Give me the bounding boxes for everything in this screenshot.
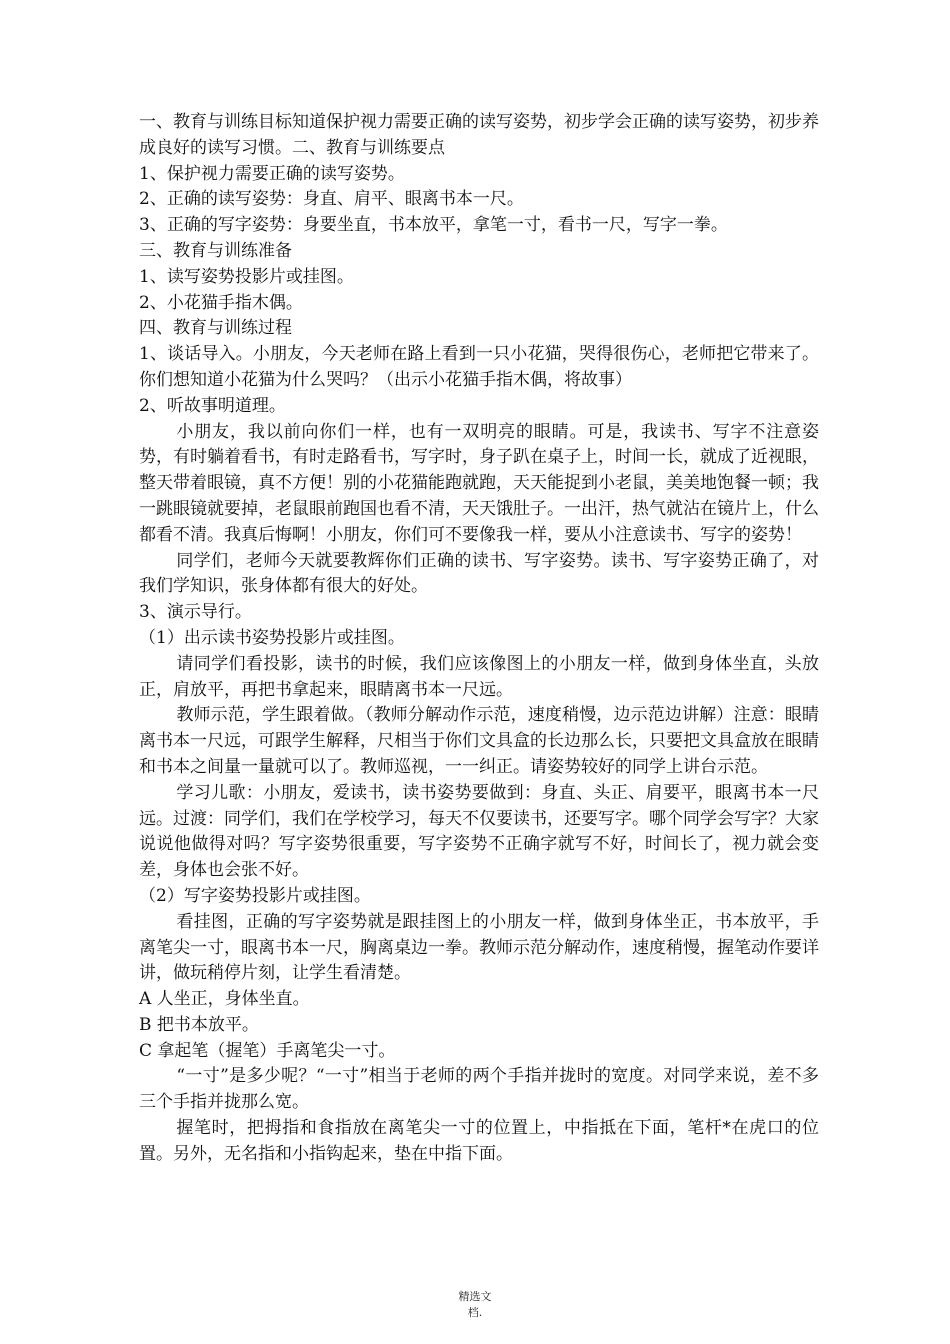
paragraph-point-1: 1、保护视力需要正确的读写姿势。: [139, 163, 405, 184]
paragraph-one-cun: “一寸”是多少呢？“一寸”相当于老师的两个手指并拢时的宽度。对同学来说，差不多三个手指并拢那么宽。: [139, 1066, 819, 1113]
paragraph-teacher: 同学们，老师今天就要教辉你们正确的读书、写字姿势。读书、写字姿势正确了，对我们学知识，张身体都有很大的好处。: [139, 550, 819, 597]
paragraph-point-3: 3、正确的写字姿势：身要坐直，书本放平，拿笔一寸，看书一尺，写字一拳。: [139, 215, 728, 236]
paragraph-reading-instructions: 请同学们看投影，读书的时候，我们应该像图上的小朋友一样，做到身体坐直，头放正，肩放平，再把书拿起来，眼睛离书本一尺远。: [139, 653, 819, 700]
paragraph-point-2: 2、正确的读写姿势：身直、肩平、眼离书本一尺。: [139, 189, 524, 210]
paragraph-reading-posture: （1）出示读书姿势投影片或挂图。: [139, 627, 405, 648]
paragraph-teacher-demo: 教师示范，学生跟着做。（教师分解动作示范，速度稍慢，边示范边讲解）注意：眼睛离书本一尺远，可跟学生解释，尺相当于你们文具盒的长边那么长，只要把文具盒放在眼睛和书本之间量一量就可以了。教师巡视，一一纠正。请姿势较好的同学上讲台示范。: [139, 705, 819, 777]
paragraph-prep-2: 2、小花猫手指木偶。: [139, 292, 303, 313]
paragraph-intro: 1、谈话导入。小朋友，今天老师在路上看到一只小花猫，哭得很伤心，老师把它带来了。你们想知道小花猫为什么哭吗？（出示小花猫手指木偶，将故事）: [139, 344, 819, 390]
paragraph-rhyme: 学习儿歌：小朋友，爱读书，读书姿势要做到：身直、头正、肩要平，眼离书本一尺远。过渡：同学们，我们在学校学习，每天不仅要读书，还要写字。哪个同学会写字？大家说说他做得对吗？写字姿势很重要，写字姿势不正确字就写不好，时间长了，视力就会变差，身体也会张不好。: [139, 782, 819, 881]
paragraph-goals: 一、教育与训练目标知道保护视力需要正确的读写姿势，初步学会正确的读写姿势，初步养成良好的读写习惯。二、教育与训练要点: [139, 112, 819, 158]
paragraph-story-heading: 2、听故事明道理。: [139, 395, 286, 416]
paragraph-grip: 握笔时，把拇指和食指放在离笔尖一寸的位置上，中指抵在下面，笔杆*在虎口的位置。另外，无名指和小指钩起来，垫在中指下面。: [139, 1118, 819, 1164]
paragraph-prep-1: 1、读写姿势投影片或挂图。: [139, 266, 354, 287]
document-body: [139, 110, 819, 1168]
paragraph-step-a: A 人坐正，身体坐直。: [139, 989, 310, 1010]
paragraph-step-c: C 拿起笔（握笔）手离笔尖一寸。: [139, 1040, 396, 1061]
footer-line-1: 精选文: [458, 1290, 492, 1303]
paragraph-step-b: B 把书本放平。: [139, 1014, 259, 1035]
paragraph-demo-heading: 3、演示导行。: [139, 602, 252, 623]
page-footer: [440, 1289, 510, 1321]
section-heading-process: 四、教育与训练过程: [139, 318, 292, 339]
paragraph-writing-posture: （2）写字姿势投影片或挂图。: [139, 885, 371, 906]
section-heading-preparation: 三、教育与训练准备: [139, 240, 292, 261]
paragraph-writing-instructions: 看挂图，正确的写字姿势就是跟挂图上的小朋友一样，做到身体坐正，书本放平，手离笔尖一寸，眼离书本一尺，胸离桌边一拳。教师示范分解动作，速度稍慢，握笔动作要详讲，做玩稍停片刻，让学生看清楚。: [139, 911, 819, 984]
footer-line-2: 档.: [467, 1306, 483, 1319]
paragraph-story: 小朋友，我以前向你们一样，也有一双明亮的眼睛。可是，我读书、写字不注意姿势，有时躺着看书，有时走路看书，写字时，身子趴在桌子上，时间一长，就成了近视眼，整天带着眼镜，真不方便！别的小花猫能跑就跑，天天能捉到小老鼠，美美地饱餐一顿；我一跳眼镜就要掉，老鼠眼前跑国也看不清，天天饿肚子。一出汗，热气就沾在镜片上，什么都看不清。我真后悔啊！小朋友，你们可不要像我一样，要从小注意读书、写字的姿势！: [139, 421, 819, 545]
